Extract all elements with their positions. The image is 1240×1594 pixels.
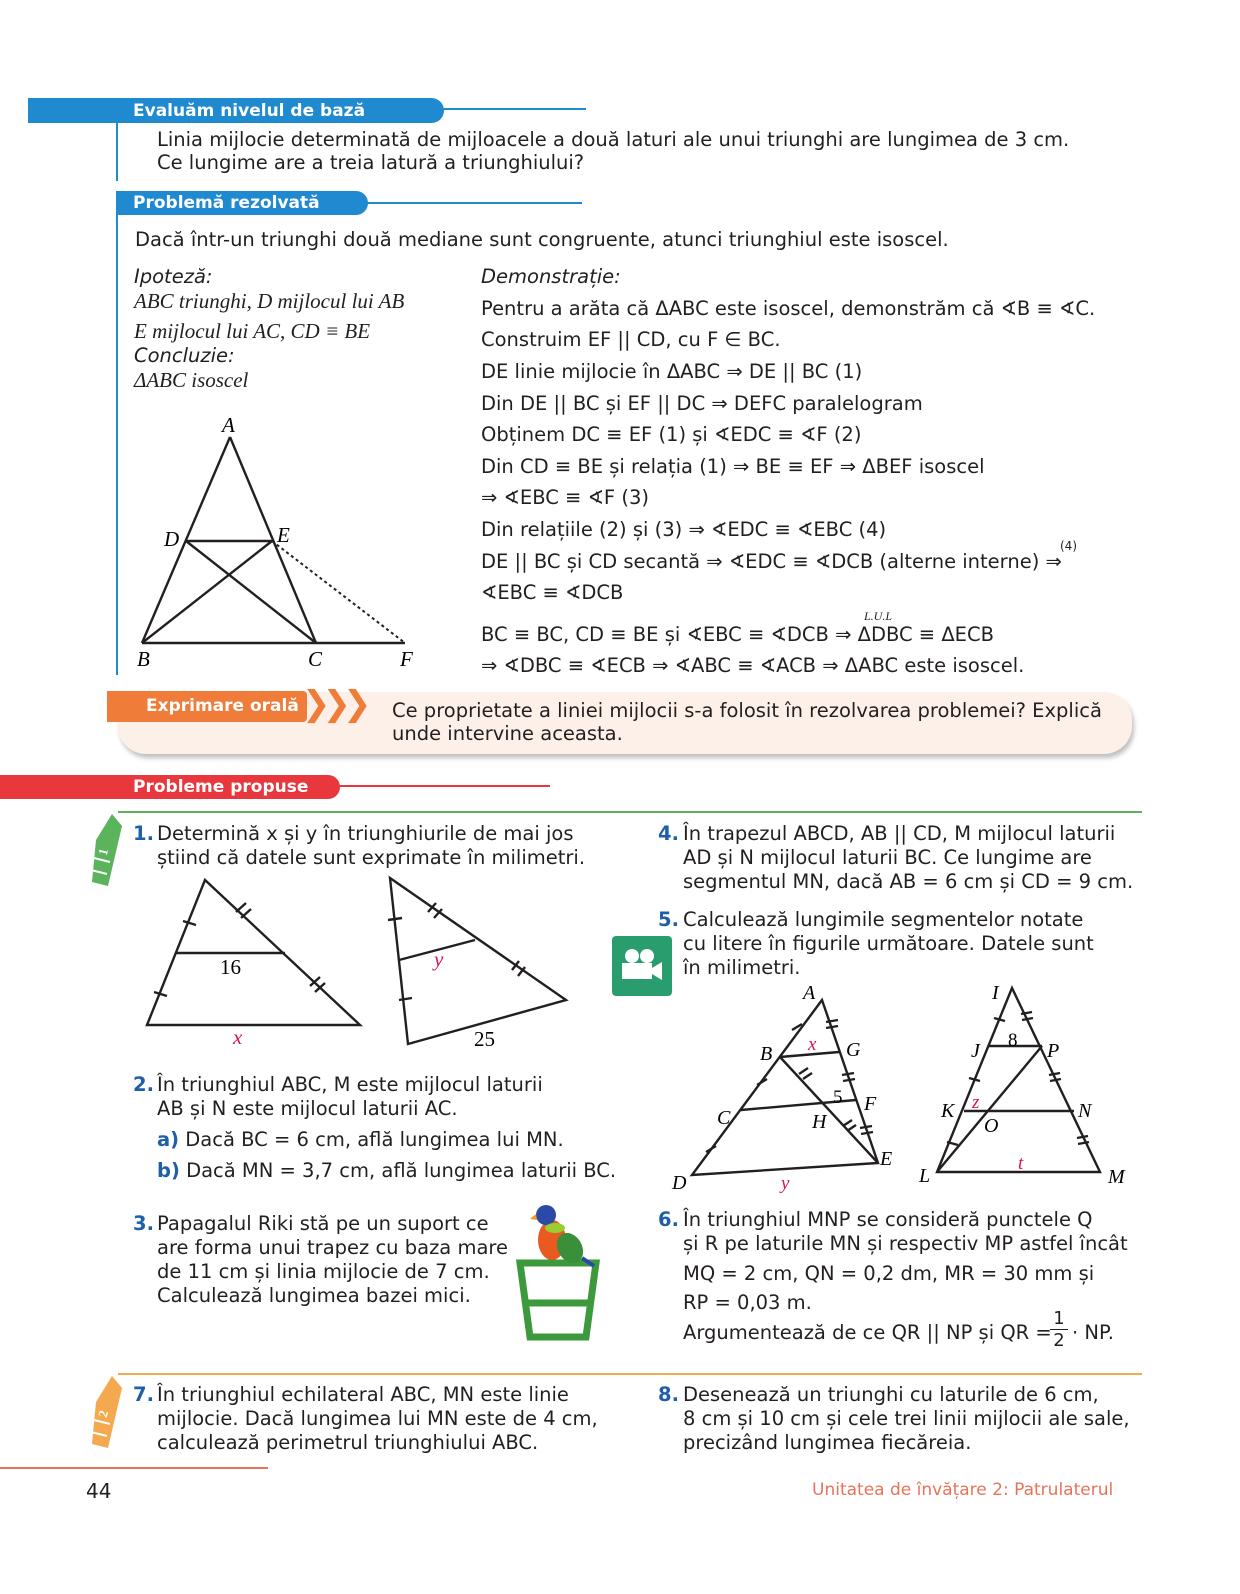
main-fig-E: E [277, 523, 290, 547]
p1-label-x: x [233, 1025, 243, 1049]
fig5b-N: N [1078, 1100, 1092, 1122]
proof-line: Din relațiile (2) și (3) ⇒ ∢EDC ≡ ∢EBC (4) [481, 518, 887, 541]
problem-6-line-2: și R pe laturile MN și respectiv MP astfel încât [683, 1232, 1128, 1255]
fig5b-t: t [1018, 1153, 1024, 1174]
conclusion-label: Concluzie: [134, 344, 235, 367]
main-fig-B: B [137, 647, 150, 671]
fig5b-K: K [941, 1100, 955, 1122]
hypothesis-line-2: E mijlocul lui AC, CD ≡ BE [134, 319, 371, 343]
fig5a-B: B [760, 1043, 773, 1065]
video-camera-icon[interactable] [612, 936, 672, 996]
p1-label-y: y [434, 947, 444, 971]
problem-1-line-1: Determină x și y în triunghiurile de mai jos [157, 822, 574, 845]
problem-6-fraction [1050, 1308, 1068, 1351]
problem-8-line-3: precizând lungimea fiecăreia. [683, 1431, 972, 1454]
problem-1-figure-left [140, 872, 370, 1052]
problem-6-line-4: RP = 0,03 m. [683, 1291, 812, 1314]
main-fig-F: F [400, 647, 413, 671]
problem-1-line-2: știind că datele sunt exprimate în milimetri. [157, 846, 586, 869]
fig5b-M: M [1108, 1166, 1125, 1188]
problem-2-a-text: Dacă BC = 6 cm, află lungimea lui MN. [185, 1128, 564, 1151]
p1-label-16: 16 [220, 955, 241, 979]
problem-8-number [658, 1383, 679, 1407]
problem-6-number [658, 1208, 679, 1232]
problem-3-line-2: are forma unui trapez cu baza mare [157, 1236, 508, 1259]
problem-2-b-text: Dacă MN = 3,7 cm, află lungimea laturii BC. [186, 1159, 617, 1182]
problem-3-line-3: de 11 cm și linia mijlocie de 7 cm. [157, 1260, 490, 1283]
fig5a-C: C [717, 1107, 731, 1129]
proof-mark-lul: L.U.L [864, 609, 893, 623]
problem-2-a [157, 1128, 564, 1152]
level1-tag: 1 [94, 846, 112, 857]
problem-5-line-1: Calculează lungimile segmentelor notate [683, 908, 1084, 931]
fig5b-J: J [971, 1040, 980, 1062]
problem-2-line-1: În triunghiul ABC, M este mijlocul laturii [157, 1073, 543, 1096]
problem-3-line-4: Calculează lungimea bazei mici. [157, 1284, 471, 1307]
proposed-header-line [336, 785, 550, 787]
problem-7-line-1: În triunghiul echilateral ABC, MN este linie [157, 1383, 569, 1406]
solved-side-rule [116, 215, 118, 675]
problem-3-number [133, 1212, 154, 1236]
main-triangle-figure [130, 408, 430, 678]
main-fig-C: C [308, 647, 323, 671]
problem-5-num: 5. [658, 908, 679, 931]
fig5a-y: y [781, 1173, 790, 1194]
problem-6-frac-tail: · NP. [1072, 1321, 1114, 1344]
problem-1-number: 1. [133, 822, 154, 845]
fig5a-E: E [880, 1148, 893, 1170]
oral-line-1: Ce proprietate a liniei mijlocii s-a folosit în rezolvarea problemei? Explică [392, 699, 1102, 722]
eval-line-2: Ce lungime are a treia latură a triunghiului? [157, 151, 585, 174]
fig5a-A: A [803, 982, 816, 1004]
problem-7-line-3: calculează perimetrul triunghiului ABC. [157, 1431, 539, 1454]
proof-mark-4: (4) [1060, 539, 1077, 553]
proof-line: ∢EBC ≡ ∢DCB [481, 581, 624, 604]
fig5a-G: G [846, 1039, 861, 1061]
proof-line: ⇒ ∢EBC ≡ ∢F (3) [481, 486, 649, 509]
problem-2-b [157, 1159, 616, 1183]
problem-6-line-3: MQ = 2 cm, QN = 0,2 dm, MR = 30 mm și [683, 1262, 1095, 1285]
proof-line: ⇒ ∢DBC ≡ ∢ECB ⇒ ∢ABC ≡ ∢ACB ⇒ ΔABC este isoscel. [481, 654, 1025, 677]
footer-unit: Unitatea de învățare 2: Patrulaterul [812, 1480, 1114, 1500]
problem-4-line-3: segmentul MN, dacă AB = 6 cm și CD = 9 cm. [683, 870, 1134, 893]
problem-8-line-2: 8 cm și 10 cm și cele trei linii mijlocii ale sale, [683, 1407, 1130, 1430]
footer-rule [0, 1467, 268, 1469]
fig5b-I: I [992, 982, 999, 1004]
problem-8-num: 8. [658, 1383, 679, 1406]
problem-4-num: 4. [658, 822, 679, 845]
fig5a-x: x [808, 1034, 817, 1055]
hypothesis-label: Ipoteză: [134, 265, 213, 288]
level2-tag: 2 [94, 1408, 112, 1419]
level2-rule [118, 1373, 1142, 1375]
problem-6-frac-num: 1 [1050, 1308, 1068, 1330]
main-fig-A: A [222, 413, 235, 437]
eval-line-1: Linia mijlocie determinată de mijloacele a două laturi ale unui triunghi are lungimea de 3 cm. [157, 128, 1070, 151]
solved-header-line [364, 202, 582, 204]
oral-chevrons: ❯❯❯ [302, 684, 364, 724]
fig5b-z: z [972, 1092, 980, 1113]
eval-title: Evaluăm nivelul de bază [133, 101, 366, 121]
problem-2-number [133, 1073, 154, 1097]
fig5b-L: L [919, 1165, 931, 1187]
problem-4-number [658, 822, 679, 846]
main-fig-D: D [164, 527, 180, 551]
problem-6-line-1: În triunghiul MNP se consideră punctele Q [683, 1208, 1093, 1231]
problem-8-line-1: Desenează un triunghi cu laturile de 6 cm, [683, 1383, 1099, 1406]
problem-3-line-1: Papagalul Riki stă pe un suport ce [157, 1212, 489, 1235]
proof-line: Construim EF || CD, cu F ∈ BC. [481, 328, 781, 351]
proof-line: DE linie mijlocie în ΔABC ⇒ DE || BC (1) [481, 360, 863, 383]
problem-3-num: 3. [133, 1212, 154, 1235]
fig5b-O: O [984, 1115, 999, 1137]
problem-2-b-label: b) [157, 1159, 180, 1182]
problem-2-num: 2. [133, 1073, 154, 1096]
proof-line: BC ≡ BC, CD ≡ BE și ∢EBC ≡ ∢DCB ⇒ ΔDBC ≡ ΔECB [481, 623, 994, 646]
problem-2-line-2: AB și N este mijlocul laturii AC. [157, 1097, 458, 1120]
conclusion-text: ΔABC isoscel [134, 368, 249, 392]
proof-label: Demonstrație: [481, 265, 621, 288]
fig5a-D: D [672, 1172, 687, 1194]
problem-5-line-2: cu litere în figurile următoare. Datele sunt [683, 932, 1094, 955]
problem-6-frac-den: 2 [1053, 1330, 1065, 1351]
proof-line: Pentru a arăta că ΔABC este isoscel, demonstrăm că ∢B ≡ ∢C. [481, 297, 1096, 320]
fig5a-5: 5 [833, 1087, 843, 1108]
problem-6-arg: Argumentează de ce QR || NP și QR = [683, 1321, 1052, 1344]
problem-5-figure-a [670, 980, 900, 1195]
level1-rule [118, 811, 1142, 813]
fig5b-P: P [1047, 1040, 1060, 1062]
problem-5-number [658, 908, 679, 932]
problem-1-figure-right [380, 870, 580, 1055]
proof-line: DE || BC și CD secantă ⇒ ∢EDC ≡ ∢DCB (alterne interne) ⇒ [481, 550, 1062, 573]
proposed-title: Probleme propuse [133, 777, 309, 797]
problem-5-figure-b [915, 978, 1135, 1193]
oral-line-2: unde intervine aceasta. [392, 722, 623, 745]
problem-4-line-1: În trapezul ABCD, AB || CD, M mijlocul laturii [683, 822, 1116, 845]
fig5a-F: F [864, 1093, 877, 1115]
fig5a-H: H [812, 1111, 827, 1133]
level2-crayon-icon [86, 1374, 126, 1454]
page-number: 44 [86, 1479, 112, 1503]
proof-line: Obținem DC ≡ EF (1) și ∢EDC ≡ ∢F (2) [481, 423, 862, 446]
problem-1 [133, 822, 154, 846]
problem-5-line-3: în milimetri. [683, 956, 801, 979]
problem-4-line-2: AD și N mijlocul laturii BC. Ce lungime are [683, 846, 1092, 869]
parrot-on-trapezoid-image [510, 1200, 610, 1345]
problem-7-number [133, 1383, 154, 1407]
problem-7-line-2: mijlocie. Dacă lungimea lui MN este de 4 cm, [157, 1407, 598, 1430]
solved-title: Problemă rezolvată [133, 193, 320, 213]
eval-side-rule [116, 123, 118, 181]
problem-6-num: 6. [658, 1208, 679, 1231]
problem-2-a-label: a) [157, 1128, 180, 1151]
proof-line: Din CD ≡ BE și relația (1) ⇒ BE ≡ EF ⇒ ΔBEF isoscel [481, 455, 985, 478]
problem-7-num: 7. [133, 1383, 154, 1406]
oral-title: Exprimare orală [146, 696, 299, 716]
proof-line: Din DE || BC și EF || DC ⇒ DEFC paralelogram [481, 392, 923, 415]
solved-statement: Dacă într-un triunghi două mediane sunt congruente, atunci triunghiul este isoscel. [135, 228, 949, 251]
hypothesis-line-1: ABC triunghi, D mijlocul lui AB [134, 289, 405, 313]
eval-header-line [440, 108, 586, 110]
level1-crayon-icon [86, 812, 126, 892]
p1-label-25: 25 [474, 1027, 495, 1051]
fig5b-8: 8 [1008, 1030, 1018, 1051]
